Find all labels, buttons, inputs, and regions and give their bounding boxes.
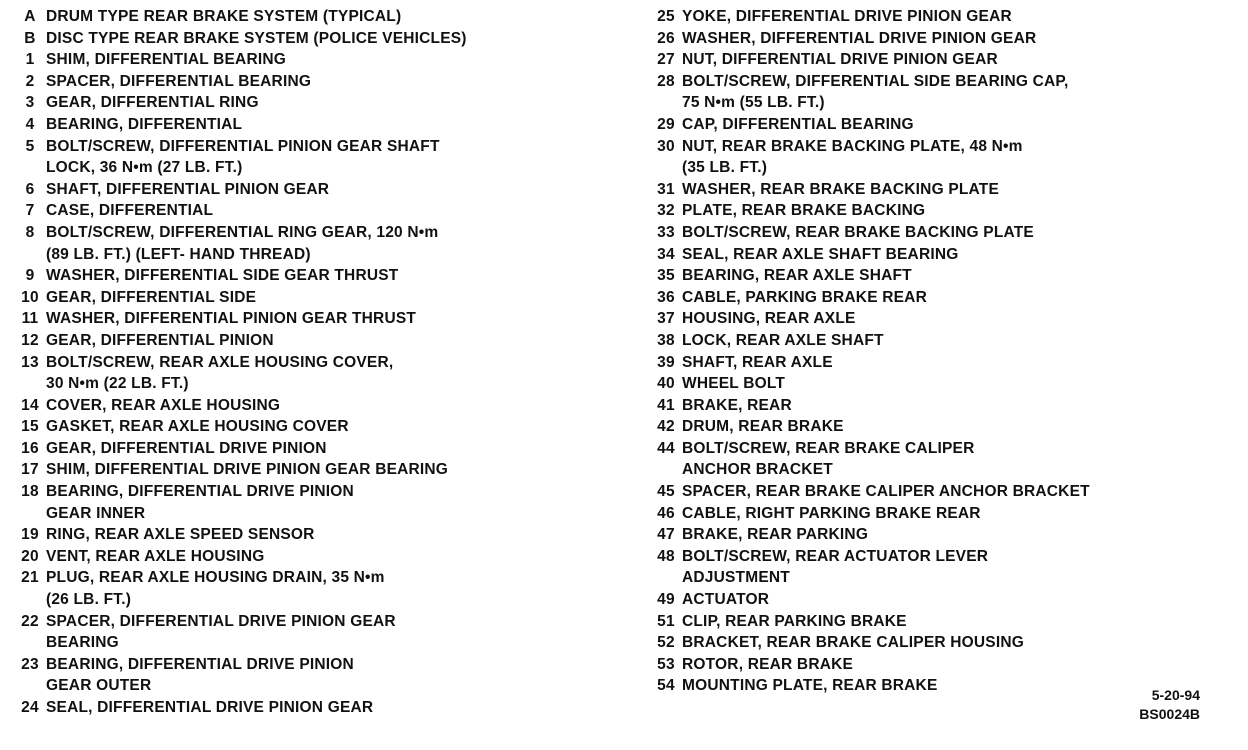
legend-item-text: SHIM, DIFFERENTIAL BEARING (46, 51, 287, 69)
legend-item-text: GEAR, DIFFERENTIAL DRIVE PINION (46, 439, 327, 457)
legend-item-text: DRUM, REAR BRAKE (682, 418, 844, 436)
legend-item-text: NUT, DIFFERENTIAL DRIVE PINION GEAR (682, 51, 998, 69)
legend-item-text: YOKE, DIFFERENTIAL DRIVE PINION GEAR (682, 8, 1012, 25)
legend-item-number: 45 (657, 483, 675, 501)
legend-item (14, 287, 594, 309)
legend-item-number: B (24, 29, 36, 47)
legend-item-text: SPACER, REAR BRAKE CALIPER ANCHOR BRACKET (682, 483, 1090, 501)
legend-item (650, 49, 1210, 71)
legend-item-text: WASHER, DIFFERENTIAL SIDE GEAR THRUST (46, 267, 399, 285)
legend-item-text: SEAL, DIFFERENTIAL DRIVE PINION GEAR (46, 699, 374, 716)
legend-item (650, 200, 1210, 222)
legend-item (14, 308, 594, 330)
legend-item-number: 49 (657, 591, 675, 609)
legend-item-number: 28 (657, 72, 675, 90)
legend-item (650, 114, 1210, 136)
legend-item-text: ROTOR, REAR BRAKE (682, 655, 854, 673)
legend-item-number: 13 (21, 353, 39, 371)
legend-item-text: GASKET, REAR AXLE HOUSING COVER (46, 418, 349, 436)
legend-item-number: 7 (25, 202, 35, 220)
legend-item (650, 352, 1210, 374)
legend-item (14, 481, 594, 524)
legend-item-text: BOLT/SCREW, REAR BRAKE BACKING PLATE (682, 223, 1034, 241)
legend-item-text: WASHER, REAR BRAKE BACKING PLATE (682, 180, 999, 198)
legend-item-text: BRACKET, REAR BRAKE CALIPER HOUSING (682, 634, 1024, 652)
legend-item (14, 395, 594, 417)
legend-item (650, 503, 1210, 525)
legend-column-right (650, 6, 1210, 697)
legend-item-number: 24 (21, 699, 39, 716)
legend-item-number: 51 (657, 612, 675, 630)
legend-item-text: BEARING, DIFFERENTIAL (46, 115, 243, 133)
legend-item (14, 114, 594, 136)
legend-item (650, 395, 1210, 417)
legend-item (650, 6, 1210, 28)
legend-item-number: 11 (21, 310, 39, 328)
legend-item-number: A (24, 8, 36, 25)
legend-item-text: VENT, REAR AXLE HOUSING (46, 547, 265, 565)
legend-item-number: 20 (21, 547, 39, 565)
legend-item-number: 40 (657, 375, 675, 393)
legend-item-text: BEARING, DIFFERENTIAL DRIVE PINION GEAR INNER (46, 483, 354, 522)
legend-item (650, 675, 1210, 697)
legend-item-number: 36 (657, 288, 675, 306)
legend-item (650, 611, 1210, 633)
legend-item (650, 179, 1210, 201)
legend-item-number: 21 (21, 569, 39, 587)
legend-item (14, 28, 594, 50)
legend-item-text: COVER, REAR AXLE HOUSING (46, 396, 281, 414)
legend-item (14, 179, 594, 201)
legend-item (14, 136, 594, 179)
legend-item-number: 35 (657, 267, 675, 285)
legend-item-number: 30 (657, 137, 675, 155)
legend-item-number: 23 (21, 655, 39, 673)
legend-item (650, 438, 1210, 481)
legend-item-number: 14 (21, 396, 39, 414)
legend-item-text: SPACER, DIFFERENTIAL DRIVE PINION GEAR BEARING (46, 612, 396, 652)
legend-item-text: ACTUATOR (682, 591, 770, 609)
legend-item-number: 18 (21, 483, 39, 501)
legend-column-left (14, 6, 594, 719)
legend-item-text: CABLE, RIGHT PARKING BRAKE REAR (682, 504, 981, 522)
legend-item (650, 654, 1210, 676)
legend-item-text: NUT, REAR BRAKE BACKING PLATE, 48 N•m (35 LB. FT.) (682, 137, 1023, 177)
legend-item-text: BRAKE, REAR PARKING (682, 526, 869, 544)
legend-item-number: 10 (21, 288, 39, 306)
legend-item-text: SHAFT, REAR AXLE (682, 353, 833, 371)
legend-item (14, 352, 594, 395)
legend-item-text: BOLT/SCREW, REAR ACTUATOR LEVER ADJUSTMENT (682, 547, 989, 587)
legend-item-number: 32 (657, 202, 675, 220)
legend-item-number: 15 (21, 418, 39, 436)
legend-item-text: HOUSING, REAR AXLE (682, 310, 856, 328)
legend-item-number: 19 (21, 526, 39, 544)
legend-item (650, 481, 1210, 503)
legend-item-text: PLATE, REAR BRAKE BACKING (682, 202, 926, 220)
legend-item-number: 48 (657, 547, 675, 565)
legend-item (14, 222, 594, 265)
legend-item (14, 330, 594, 352)
legend-item-text: CASE, DIFFERENTIAL (46, 202, 214, 220)
legend-item-number: 42 (657, 418, 675, 436)
legend-item-number: 38 (657, 331, 675, 349)
legend-item (14, 92, 594, 114)
legend-item-number: 1 (25, 51, 35, 69)
legend-item-number: 2 (25, 72, 35, 90)
legend-item (14, 265, 594, 287)
legend-item (650, 524, 1210, 546)
legend-item-text: RING, REAR AXLE SPEED SENSOR (46, 526, 315, 544)
legend-item-number: 52 (657, 634, 675, 652)
legend-item-text: GEAR, DIFFERENTIAL SIDE (46, 288, 257, 306)
legend-item-number: 46 (657, 504, 675, 522)
legend-item-number: 25 (657, 8, 675, 25)
legend-item-number: 33 (657, 223, 675, 241)
legend-item-number: 8 (25, 223, 35, 241)
legend-item (14, 567, 594, 610)
legend-item-number: 39 (657, 353, 675, 371)
legend-item (650, 308, 1210, 330)
legend-item-text: WASHER, DIFFERENTIAL DRIVE PINION GEAR (682, 29, 1037, 47)
legend-item-text: WASHER, DIFFERENTIAL PINION GEAR THRUST (46, 310, 417, 328)
legend-item (650, 330, 1210, 352)
legend-item-text: PLUG, REAR AXLE HOUSING DRAIN, 35 N•m (26 LB. FT.) (46, 569, 385, 609)
legend-item-text: MOUNTING PLATE, REAR BRAKE (682, 677, 938, 695)
legend-item-text: WHEEL BOLT (682, 375, 786, 393)
legend-item (14, 200, 594, 222)
legend-item (14, 546, 594, 568)
legend-item-text: GEAR, DIFFERENTIAL PINION (46, 331, 274, 349)
legend-item-text: BOLT/SCREW, DIFFERENTIAL SIDE BEARING CAP, 75 N•m (55 LB. FT.) (682, 72, 1069, 112)
legend-item-number: 9 (25, 267, 35, 285)
legend-item-number: 26 (657, 29, 675, 47)
legend-item-number: 22 (21, 612, 39, 630)
legend-item-number: 12 (21, 331, 39, 349)
figure-footer (1139, 686, 1200, 724)
legend-item-text: BEARING, REAR AXLE SHAFT (682, 267, 912, 285)
legend-item-text: BEARING, DIFFERENTIAL DRIVE PINION GEAR OUTER (46, 655, 354, 695)
legend-item (14, 611, 594, 654)
legend-item-number: 34 (657, 245, 675, 263)
legend-item-text: DISC TYPE REAR BRAKE SYSTEM (POLICE VEHICLES) (46, 29, 467, 47)
figure-date: 5-20-94 (1151, 687, 1200, 703)
legend-item (650, 265, 1210, 287)
legend-item (650, 244, 1210, 266)
legend-item-number: 17 (21, 461, 39, 479)
legend-item (650, 222, 1210, 244)
legend-item-text: SEAL, REAR AXLE SHAFT BEARING (682, 245, 959, 263)
legend-item-number: 37 (657, 310, 675, 328)
legend-item-number: 54 (657, 677, 675, 695)
legend-item-number: 29 (657, 115, 675, 133)
legend-item-text: DRUM TYPE REAR BRAKE SYSTEM (TYPICAL) (46, 8, 402, 25)
legend-item (14, 6, 594, 28)
legend-item-text: BOLT/SCREW, REAR AXLE HOUSING COVER, 30 N•m (22 LB. FT.) (46, 353, 394, 393)
legend-item (650, 28, 1210, 50)
legend-item (14, 524, 594, 546)
legend-item (650, 416, 1210, 438)
legend-item-text: CLIP, REAR PARKING BRAKE (682, 612, 907, 630)
legend-item-text: GEAR, DIFFERENTIAL RING (46, 94, 259, 112)
legend-item (650, 373, 1210, 395)
legend-item (650, 136, 1210, 179)
legend-item-number: 41 (657, 396, 675, 414)
legend-item (650, 287, 1210, 309)
legend-item-number: 5 (25, 137, 35, 155)
legend-item (650, 546, 1210, 589)
legend-item-text: BOLT/SCREW, DIFFERENTIAL RING GEAR, 120 N•m (89 LB. FT.) (LEFT- HAND THREAD) (46, 223, 439, 263)
legend-item-number: 47 (657, 526, 675, 544)
legend-item-text: BOLT/SCREW, DIFFERENTIAL PINION GEAR SHAFT LOCK, 36 N•m (27 LB. FT.) (46, 137, 440, 177)
legend-item-number: 6 (25, 180, 35, 198)
figure-code: BS0024B (1139, 706, 1200, 722)
legend-item (650, 632, 1210, 654)
legend-item-number: 16 (21, 439, 39, 457)
legend-item-text: SHAFT, DIFFERENTIAL PINION GEAR (46, 180, 330, 198)
legend-item (14, 697, 594, 719)
legend-item (14, 438, 594, 460)
legend-item (14, 49, 594, 71)
legend-item-text: SPACER, DIFFERENTIAL BEARING (46, 72, 312, 90)
legend-item-text: SHIM, DIFFERENTIAL DRIVE PINION GEAR BEARING (46, 461, 449, 479)
legend-item-number: 44 (657, 439, 675, 457)
legend-item-number: 27 (657, 51, 675, 69)
legend-item (650, 71, 1210, 114)
legend-item-number: 31 (657, 180, 675, 198)
legend-item-text: BOLT/SCREW, REAR BRAKE CALIPER ANCHOR BRACKET (682, 439, 975, 479)
legend-item (14, 459, 594, 481)
legend-item (14, 416, 594, 438)
legend-item-text: BRAKE, REAR (682, 396, 792, 414)
legend-item (14, 71, 594, 93)
legend-item-number: 53 (657, 655, 675, 673)
legend-item-number: 3 (25, 94, 35, 112)
legend-item-text: LOCK, REAR AXLE SHAFT (682, 331, 884, 349)
legend-item-text: CAP, DIFFERENTIAL BEARING (682, 115, 914, 133)
legend-item-number: 4 (25, 115, 35, 133)
legend-item (650, 589, 1210, 611)
legend-item (14, 654, 594, 697)
legend-item-text: CABLE, PARKING BRAKE REAR (682, 288, 927, 306)
